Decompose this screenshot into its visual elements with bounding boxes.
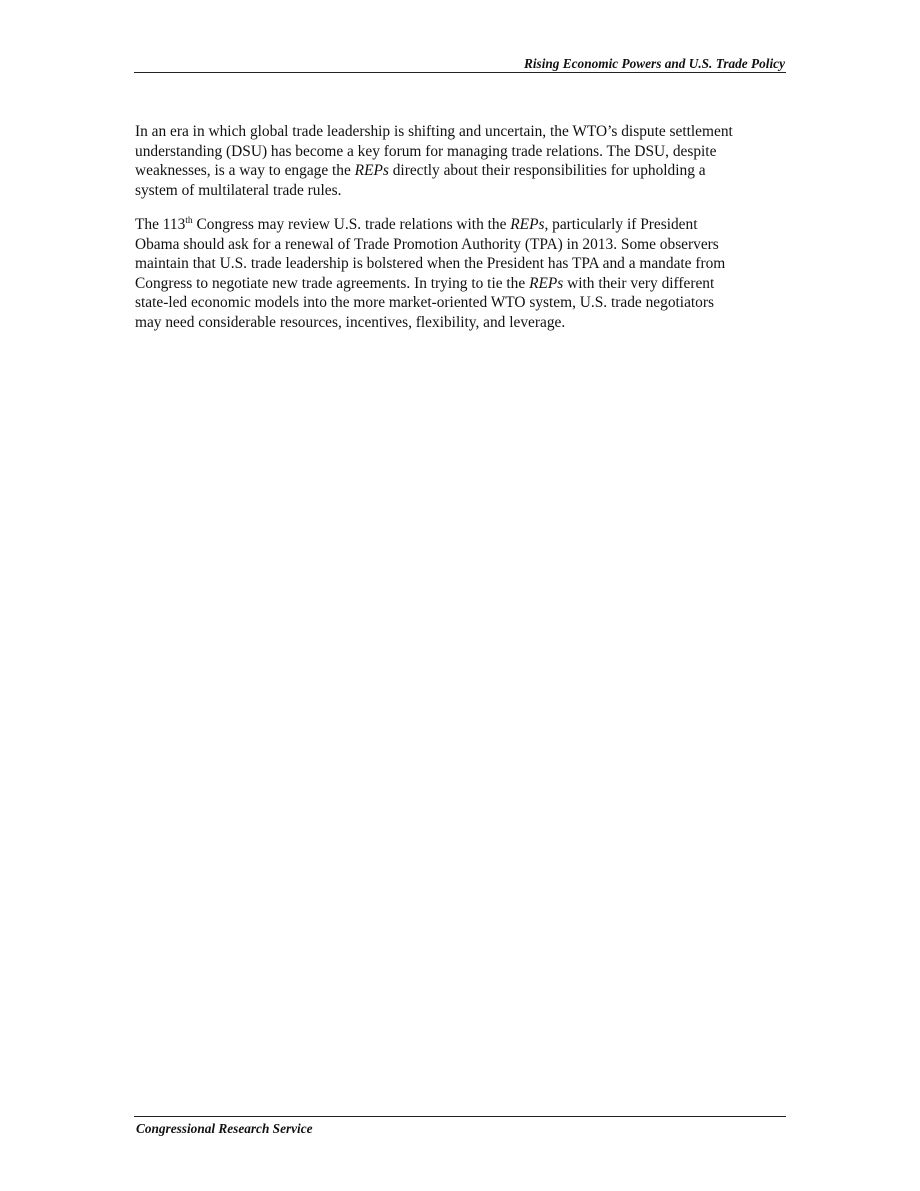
text-segment: The 113 <box>135 216 186 233</box>
text-line <box>135 161 785 181</box>
page-header <box>134 56 786 73</box>
text-line <box>135 122 785 142</box>
page-footer <box>134 1116 786 1136</box>
text-line <box>135 313 785 333</box>
text-line <box>135 254 785 274</box>
italic-term: REPs <box>529 274 564 292</box>
text-line <box>135 235 785 255</box>
text-segment: may need considerable resources, incentives, flexibility, and leverage. <box>135 313 566 331</box>
italic-term: REPs <box>354 162 389 179</box>
text-line <box>135 181 785 201</box>
text-line <box>135 215 785 235</box>
running-header-title: Rising Economic Powers and U.S. Trade Policy <box>523 56 785 71</box>
text-segment: system of multilateral trade rules. <box>135 181 342 199</box>
body-text <box>135 122 785 347</box>
italic-term: REPs, <box>510 216 549 233</box>
text-line <box>135 142 785 162</box>
superscript: th <box>185 216 193 226</box>
text-segment: Congress may review U.S. trade relations with the <box>192 216 511 233</box>
text-line <box>135 274 785 294</box>
text-segment: state-led economic models into the more market-oriented WTO system, U.S. trade negotiators <box>135 294 714 311</box>
text-segment: maintain that U.S. trade leadership is bolstered when the President has TPA and a mandate from <box>135 255 726 272</box>
text-segment: particularly if President <box>548 216 698 233</box>
paragraph <box>135 122 785 200</box>
footer-publisher: Congressional Research Service <box>136 1121 313 1136</box>
text-segment: weaknesses, is a way to engage the <box>135 162 355 179</box>
text-segment: directly about their responsibilities for upholding a <box>388 162 706 179</box>
paragraph <box>135 215 785 332</box>
text-segment: Congress to negotiate new trade agreements. In trying to tie the <box>135 274 530 292</box>
text-segment: understanding (DSU) has become a key forum for managing trade relations. The DSU, despite <box>135 142 717 160</box>
text-segment: In an era in which global trade leadership is shifting and uncertain, the WTO’s dispute settlement <box>135 123 733 140</box>
text-line <box>135 293 785 313</box>
text-segment: Obama should ask for a renewal of Trade Promotion Authority (TPA) in 2013. Some observers <box>135 235 719 253</box>
text-segment: with their very different <box>563 274 715 292</box>
